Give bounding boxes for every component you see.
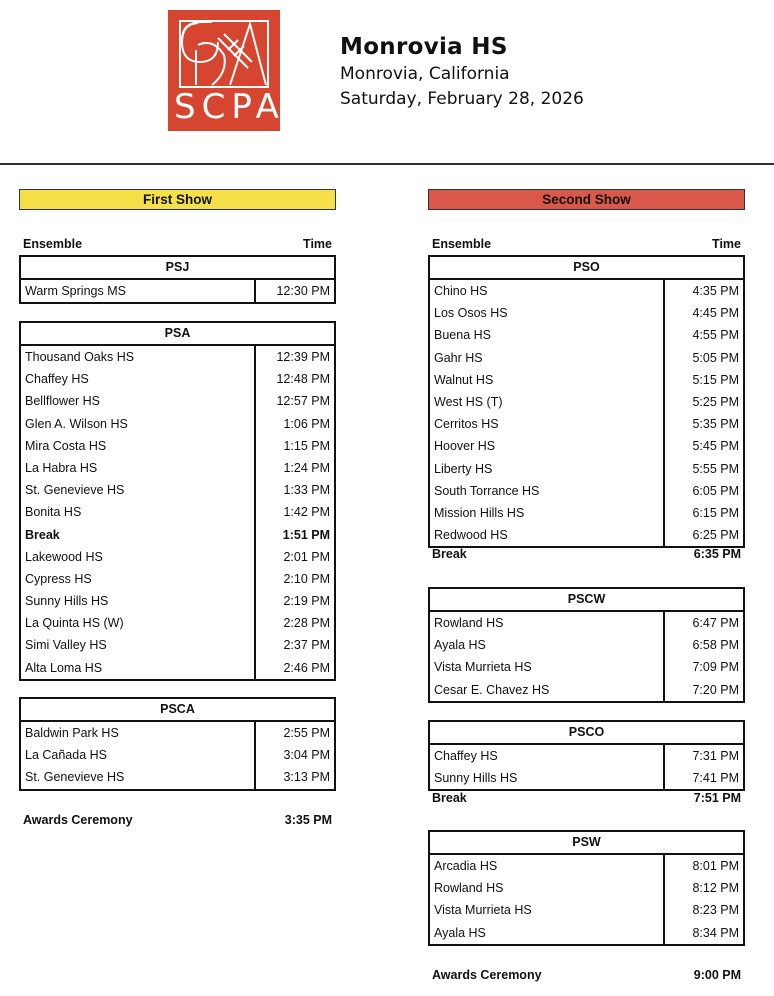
performance-time: 7:31 PM	[692, 749, 739, 763]
performance-time: 12:39 PM	[276, 350, 330, 364]
break-time: 6:35 PM	[693, 547, 741, 561]
schedule-row	[21, 479, 334, 501]
ensemble-name: Liberty HS	[434, 461, 493, 476]
schedule-row	[430, 302, 743, 324]
venue-title: Monrovia HS	[340, 34, 508, 60]
group-name: PSO	[430, 257, 743, 280]
ensemble-name: Cypress HS	[25, 571, 92, 586]
schedule-row	[430, 502, 743, 524]
ensemble-name: Hoover HS	[434, 439, 496, 454]
schedule-row	[430, 899, 743, 921]
performance-time: 1:15 PM	[283, 438, 330, 453]
awards-label: Awards Ceremony	[432, 968, 542, 982]
group-table-psca	[19, 697, 336, 791]
ensemble-name: Bonita HS	[25, 505, 82, 520]
header-divider	[0, 163, 774, 165]
break-label: Break	[25, 527, 60, 542]
ensemble-name: Ayala HS	[434, 638, 486, 653]
performance-time: 2:37 PM	[283, 638, 330, 653]
performance-time: 7:41 PM	[692, 771, 739, 786]
event-header	[340, 32, 584, 112]
schedule-row	[430, 612, 743, 634]
performance-time: 2:46 PM	[283, 660, 330, 675]
schedule-row	[21, 722, 334, 744]
performance-time: 8:34 PM	[692, 925, 739, 940]
schedule-row	[21, 368, 334, 390]
performance-time: 5:15 PM	[692, 372, 739, 387]
ensemble-name: Cesar E. Chavez HS	[434, 682, 550, 697]
ensemble-name: Gahr HS	[434, 350, 483, 365]
second-show-column-headers	[432, 237, 741, 251]
schedule-row	[21, 435, 334, 457]
ensemble-name: Ayala HS	[434, 925, 486, 940]
ensemble-column-header: Ensemble	[432, 237, 492, 251]
group-table-pscw	[428, 587, 745, 703]
scpa-logo	[168, 10, 285, 131]
break-time: 7:51 PM	[693, 791, 741, 805]
ensemble-name: St. Genevieve HS	[25, 483, 125, 498]
ensemble-name: La Quinta HS (W)	[25, 616, 124, 631]
performance-time: 4:45 PM	[692, 306, 739, 321]
schedule-row	[430, 524, 743, 546]
performance-time: 3:13 PM	[283, 770, 330, 785]
ensemble-name: Rowland HS	[434, 616, 504, 630]
group-table-psa	[19, 321, 336, 681]
ensemble-name: Los Osos HS	[434, 306, 508, 321]
first-show-column-headers	[23, 237, 332, 251]
ensemble-name: Sunny Hills HS	[25, 594, 109, 609]
schedule-row	[21, 766, 334, 788]
ensemble-name: Arcadia HS	[434, 859, 498, 873]
logo-text: SCPA	[174, 87, 285, 127]
performance-time: 6:58 PM	[692, 638, 739, 653]
awards-ceremony-row	[432, 968, 741, 982]
schedule-row	[430, 855, 743, 877]
group-table-psj	[19, 255, 336, 304]
schedule-row	[430, 280, 743, 302]
performance-time: 1:06 PM	[283, 416, 330, 431]
group-name: PSW	[430, 832, 743, 855]
time-column-header: Time	[303, 237, 332, 251]
break-row	[21, 524, 334, 546]
awards-time: 3:35 PM	[284, 813, 332, 827]
schedule-row	[21, 346, 334, 368]
ensemble-name: St. Genevieve HS	[25, 770, 125, 785]
ensemble-name: Chino HS	[434, 284, 488, 298]
schedule-row	[21, 546, 334, 568]
schedule-row	[430, 656, 743, 678]
group-name: PSA	[21, 323, 334, 346]
schedule-row	[21, 744, 334, 766]
schedule-row	[430, 369, 743, 391]
performance-time: 3:04 PM	[283, 748, 330, 763]
schedule-row	[21, 634, 334, 656]
performance-time: 2:28 PM	[283, 616, 330, 631]
ensemble-name: Simi Valley HS	[25, 638, 107, 653]
schedule-row	[21, 568, 334, 590]
performance-time: 7:20 PM	[692, 682, 739, 697]
performance-time: 2:10 PM	[283, 571, 330, 586]
group-table-psw	[428, 830, 745, 946]
performance-time: 1:24 PM	[283, 460, 330, 475]
ensemble-name: Mira Costa HS	[25, 438, 107, 453]
schedule-row	[430, 435, 743, 457]
ensemble-name: Chaffey HS	[434, 749, 498, 763]
performance-time: 12:57 PM	[276, 394, 330, 409]
performance-time: 4:35 PM	[692, 284, 739, 298]
performance-time: 2:19 PM	[283, 594, 330, 609]
performance-time: 8:01 PM	[692, 859, 739, 873]
schedule-row	[430, 347, 743, 369]
ensemble-name: West HS (T)	[434, 394, 503, 409]
performance-time: 5:05 PM	[692, 350, 739, 365]
schedule-row	[21, 413, 334, 435]
ensemble-name: Redwood HS	[434, 528, 508, 543]
ensemble-name: Bellflower HS	[25, 394, 101, 409]
performance-time: 1:33 PM	[283, 483, 330, 498]
schedule-row	[430, 922, 743, 944]
ensemble-name: Lakewood HS	[25, 549, 103, 564]
venue-location: Monrovia, California	[340, 64, 510, 84]
ensemble-name: Thousand Oaks HS	[25, 350, 135, 364]
group-table-psco	[428, 720, 745, 791]
second-show-column	[428, 189, 745, 982]
time-column-header: Time	[712, 237, 741, 251]
schedule-row	[21, 390, 334, 412]
schedule-row	[21, 501, 334, 523]
ensemble-name: Alta Loma HS	[25, 660, 103, 675]
performance-time: 7:09 PM	[692, 660, 739, 675]
break-time: 1:51 PM	[282, 527, 330, 542]
performance-time: 6:47 PM	[692, 616, 739, 630]
ensemble-name: Rowland HS	[434, 881, 504, 896]
performance-time: 5:35 PM	[692, 417, 739, 432]
ensemble-name: Cerritos HS	[434, 417, 499, 432]
schedule-row	[21, 280, 334, 302]
schedule-row	[430, 877, 743, 899]
performance-time: 8:12 PM	[692, 881, 739, 896]
ensemble-name: La Cañada HS	[25, 748, 108, 763]
awards-ceremony-row	[23, 813, 332, 827]
ensemble-name: Warm Springs MS	[25, 284, 126, 298]
schedule-row	[430, 413, 743, 435]
ensemble-name: La Habra HS	[25, 460, 98, 475]
ensemble-name: South Torrance HS	[434, 483, 540, 498]
group-name: PSCA	[21, 699, 334, 722]
schedule-row	[21, 457, 334, 479]
performance-time: 6:25 PM	[692, 528, 739, 543]
break-row	[432, 547, 741, 561]
schedule-row	[430, 767, 743, 789]
schedule-row	[21, 657, 334, 679]
schedule-row	[430, 745, 743, 767]
performance-time: 8:23 PM	[692, 903, 739, 918]
performance-time: 6:05 PM	[692, 483, 739, 498]
performance-time: 2:01 PM	[283, 549, 330, 564]
performance-time: 12:30 PM	[276, 284, 330, 298]
break-row	[432, 791, 741, 805]
schedule-row	[430, 634, 743, 656]
ensemble-name: Walnut HS	[434, 372, 494, 387]
performance-time: 4:55 PM	[692, 328, 739, 343]
ensemble-name: Sunny Hills HS	[434, 771, 518, 786]
performance-time: 1:42 PM	[283, 505, 330, 520]
ensemble-name: Buena HS	[434, 328, 491, 343]
ensemble-name: Chaffey HS	[25, 372, 89, 387]
awards-label: Awards Ceremony	[23, 813, 133, 827]
schedule-row	[430, 458, 743, 480]
performance-time: 2:55 PM	[283, 726, 330, 740]
event-date: Saturday, February 28, 2026	[340, 89, 584, 109]
performance-time: 6:15 PM	[692, 505, 739, 520]
schedule-row	[430, 480, 743, 502]
first-show-banner: First Show	[19, 189, 336, 210]
awards-time: 9:00 PM	[693, 968, 741, 982]
performance-time: 5:45 PM	[692, 439, 739, 454]
schedule-row	[430, 679, 743, 701]
ensemble-name: Glen A. Wilson HS	[25, 416, 128, 431]
performance-time: 5:55 PM	[692, 461, 739, 476]
group-table-pso	[428, 255, 745, 548]
schedule-row	[21, 590, 334, 612]
second-show-banner: Second Show	[428, 189, 745, 210]
group-name: PSJ	[21, 257, 334, 280]
schedule-row	[430, 324, 743, 346]
schedule-row	[21, 612, 334, 634]
break-label: Break	[432, 547, 467, 561]
performance-time: 12:48 PM	[276, 372, 330, 387]
ensemble-column-header: Ensemble	[23, 237, 83, 251]
ensemble-name: Vista Murrieta HS	[434, 903, 532, 918]
group-name: PSCO	[430, 722, 743, 745]
schedule-row	[430, 391, 743, 413]
ensemble-name: Mission Hills HS	[434, 505, 525, 520]
ensemble-name: Vista Murrieta HS	[434, 660, 532, 675]
performance-time: 5:25 PM	[692, 394, 739, 409]
ensemble-name: Baldwin Park HS	[25, 726, 119, 740]
break-label: Break	[432, 791, 467, 805]
first-show-column	[19, 189, 336, 827]
group-name: PSCW	[430, 589, 743, 612]
